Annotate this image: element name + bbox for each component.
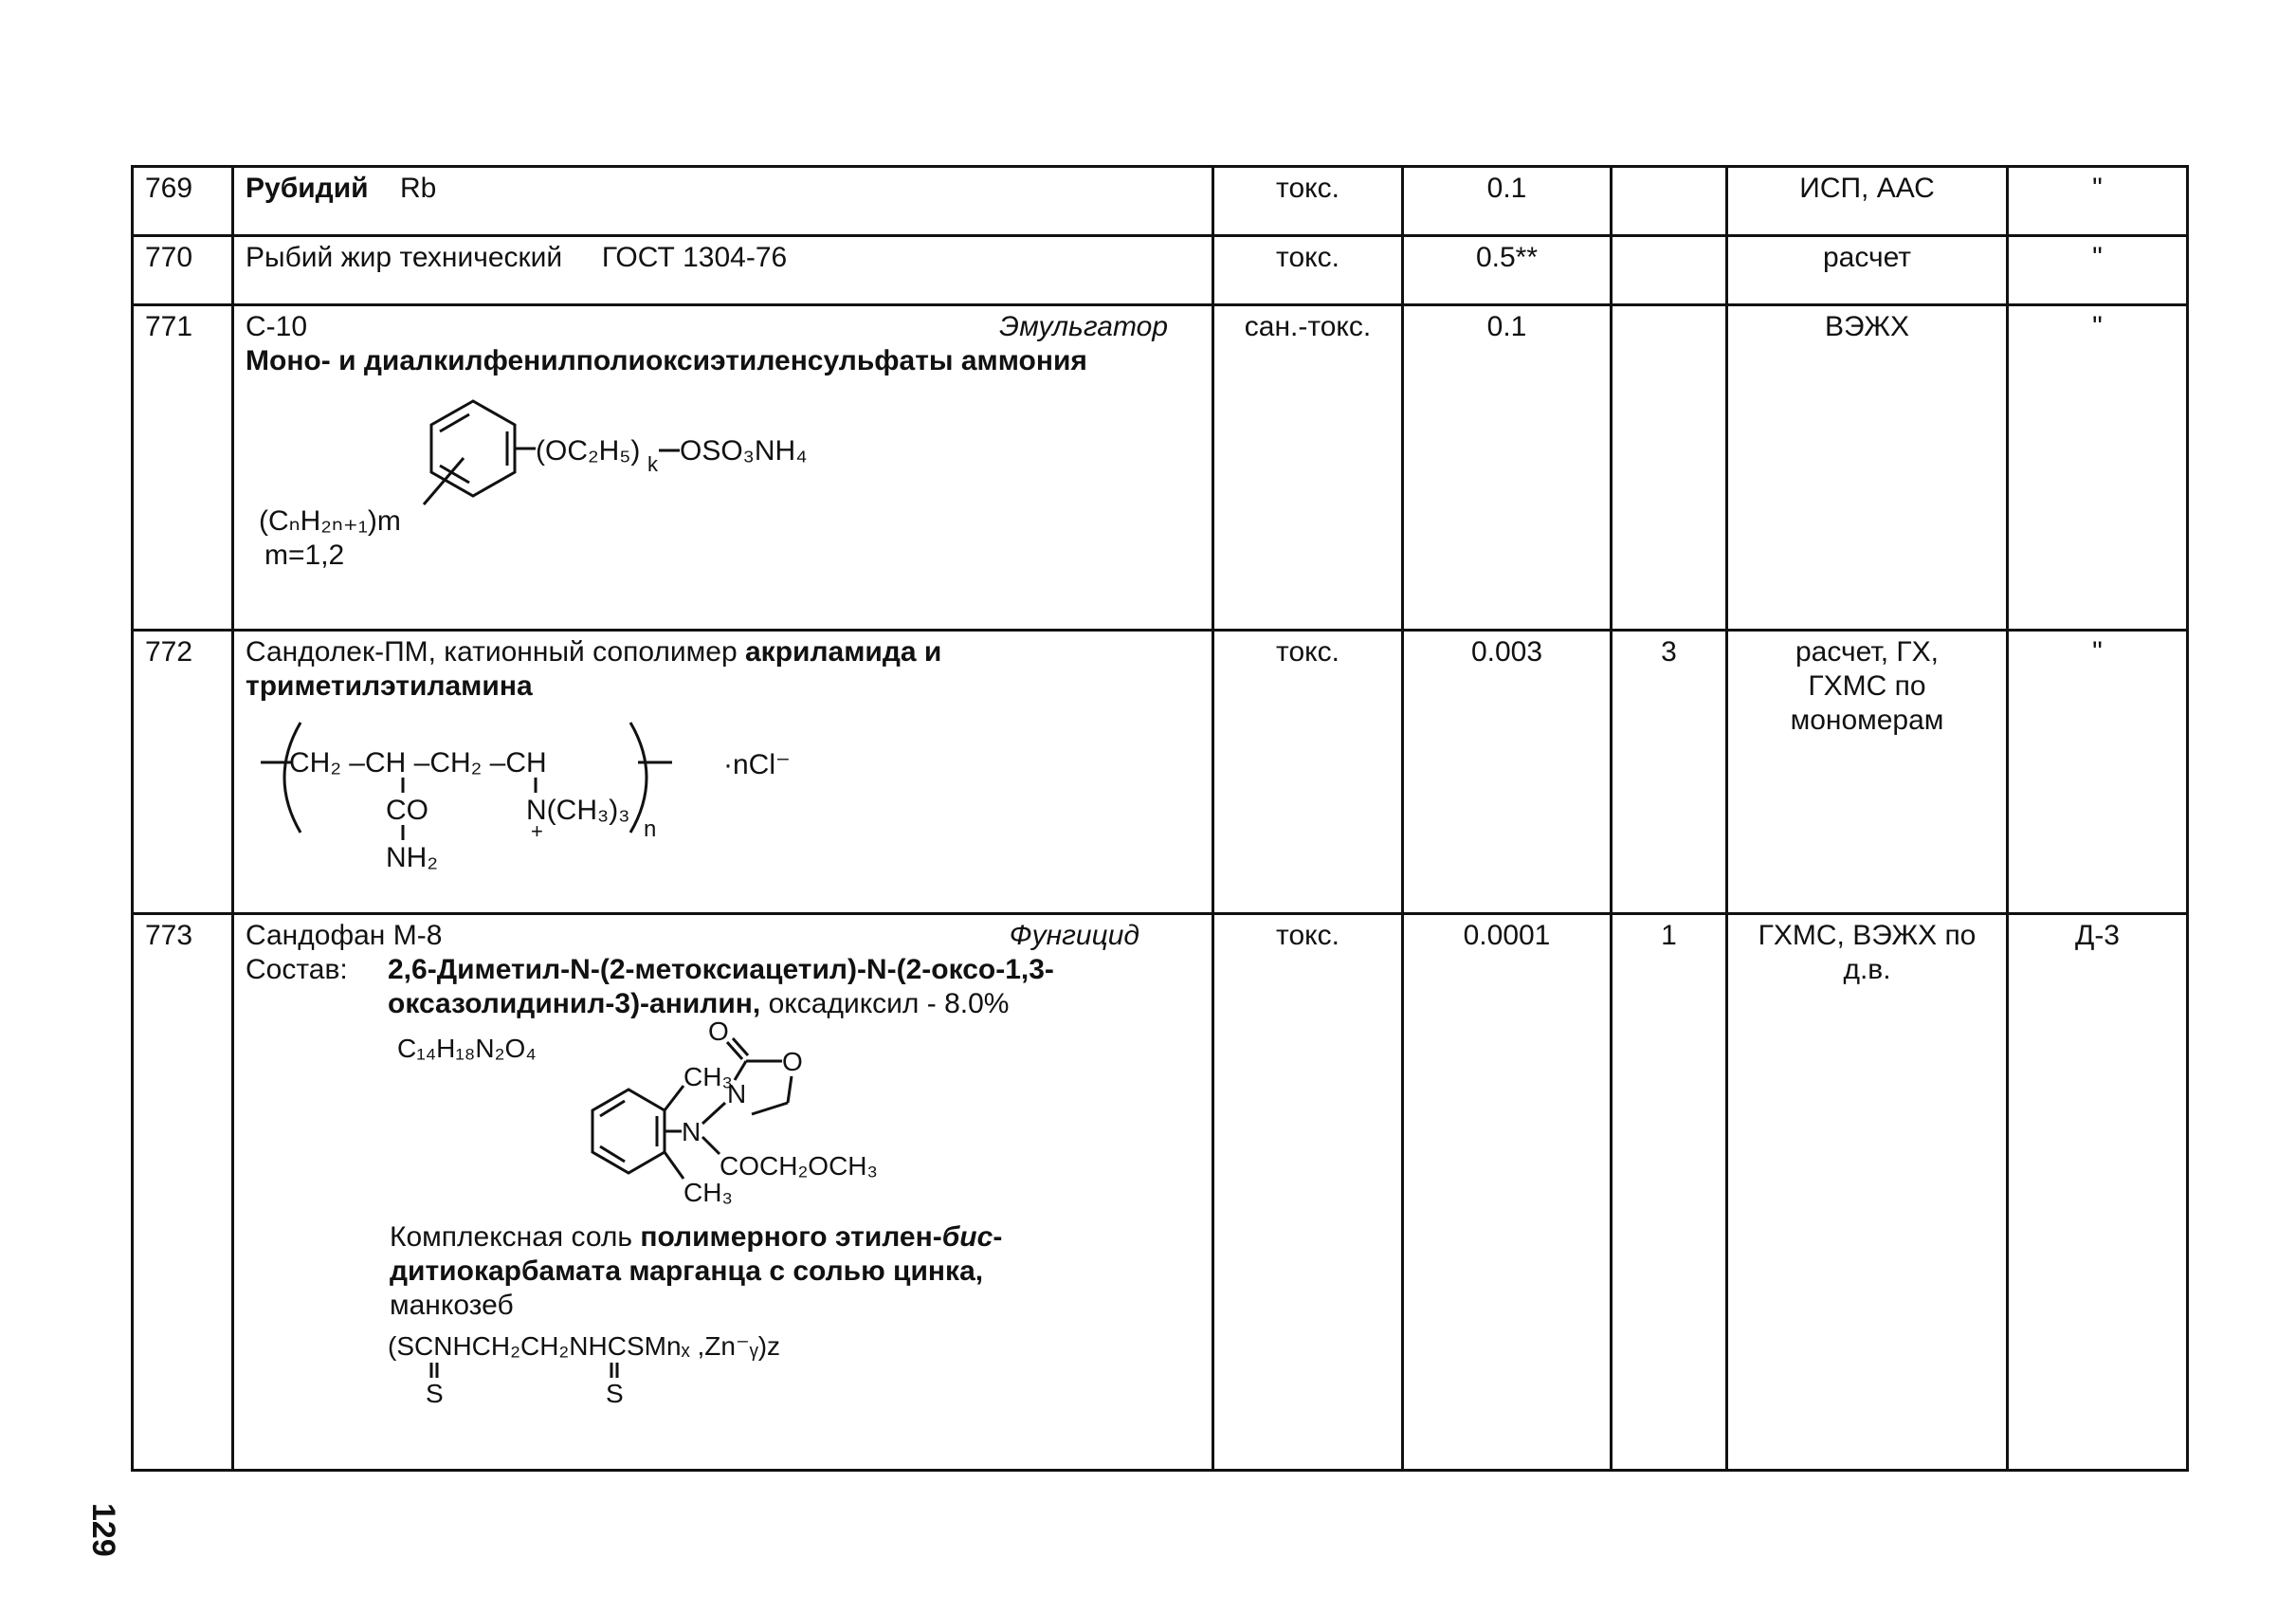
ditto-note: " <box>2008 631 2188 914</box>
table-row <box>133 305 2188 631</box>
amine-n: N <box>682 1117 702 1146</box>
substance-title-line <box>246 310 1200 344</box>
concentration-value: 0.5** <box>1403 236 1612 305</box>
hazard-class <box>1612 236 1727 305</box>
ch3-top: CH₃ <box>683 1062 733 1091</box>
composition-component-2: Комплексная соль <box>390 1221 633 1253</box>
formula-end: OSO₃NH₄ <box>680 435 808 467</box>
hazard-type: токс. <box>1213 236 1403 305</box>
formula-1: C₁₄H₁₈N₂O₄ <box>397 1034 537 1063</box>
structural-formula <box>246 378 909 571</box>
structural-formula-mancozeb <box>246 1323 909 1408</box>
concentration-value: 0.0001 <box>1403 914 1612 1471</box>
ditto-note: " <box>2008 305 2188 631</box>
row-number: 772 <box>133 631 233 914</box>
hygiene-standards-table <box>131 165 2189 1472</box>
ditto-note: " <box>2008 236 2188 305</box>
hazard-class <box>1612 305 1727 631</box>
substance-symbol: Rb <box>399 173 437 204</box>
hazard-type: токс. <box>1213 914 1403 1471</box>
concentration-value: 0.1 <box>1403 305 1612 631</box>
structural-formula <box>246 704 909 884</box>
table-row <box>133 631 2188 914</box>
table-row <box>133 236 2188 305</box>
formula-n: N(CH₃)₃ <box>526 795 630 826</box>
structural-formula-oxadixyl <box>246 1017 909 1220</box>
substance-use: Фунгицид <box>1009 920 1139 951</box>
composition-component-1-trade: оксадиксил - 8.0% <box>768 988 1010 1019</box>
ch3-bottom: CH₃ <box>683 1178 733 1207</box>
formula-2-s2: S <box>606 1379 624 1408</box>
substance-cell <box>233 631 1213 914</box>
note-code: Д-3 <box>2008 914 2188 1471</box>
analysis-method: ГХМС, ВЭЖХ по д.в. <box>1727 914 2008 1471</box>
hazard-class: 3 <box>1612 631 1727 914</box>
substance-cell <box>233 305 1213 631</box>
hazard-type: токс. <box>1213 631 1403 914</box>
row-number: 773 <box>133 914 233 1471</box>
substance-name: Сандолек-ПМ, катионный сополимер <box>246 636 738 668</box>
formula-m: m=1,2 <box>264 540 345 571</box>
carbonyl-o: O <box>708 1017 729 1046</box>
composition-label: Состав: <box>246 954 348 985</box>
formula-co: CO <box>386 795 428 826</box>
analysis-method: ВЭЖХ <box>1727 305 2008 631</box>
substance-name: С-10 <box>246 311 308 342</box>
composition-component-2-trade: манкозеб <box>390 1290 514 1321</box>
chemical-name: акриламида и триметилэтиламина <box>246 636 942 702</box>
analysis-method: ИСП, ААС <box>1727 167 2008 236</box>
formula-nh2: NH₂ <box>386 842 438 873</box>
substance-cell: Сандофан М-8 Фунгицид Состав: 2,6-Диметил-N-(2-метоксиацетил)-N-(2-оксо-1,3-оксазолидинил-3)-анилин, оксадиксил - 8.0% C₁₄H₁₈N₂O₄ CH₃ CH₃ N COCH₂OCH₃ N O O Комплексная соль полимерного этилен-бис-дитиокарбамата марганца с солью цинка, манкозеб (SCNHCH₂CH₂NHCSMnₓ ,Zn⁻ᵧ)z S S <box>233 914 1213 1471</box>
ring-o: O <box>782 1047 803 1076</box>
formula-plus: + <box>531 819 543 843</box>
hazard-class <box>1612 167 1727 236</box>
table-row <box>133 914 2188 1471</box>
substance-name: Сандофан М-8 <box>246 920 443 951</box>
row-number: 771 <box>133 305 233 631</box>
concentration-value: 0.003 <box>1403 631 1612 914</box>
substance-name: Рубидий <box>246 173 369 204</box>
chemical-name: Моно- и диалкилфенилполиоксиэтиленсульфаты аммония <box>246 345 1087 376</box>
benzene-ring <box>592 1090 665 1173</box>
formula-salt: ·nCl⁻ <box>723 749 791 780</box>
hazard-type: сан.-токс. <box>1213 305 1403 631</box>
page-number: 129 <box>85 1503 121 1557</box>
side-chain: COCH₂OCH₃ <box>720 1151 878 1181</box>
formula-k: k <box>647 452 658 476</box>
row-number: 769 <box>133 167 233 236</box>
substance-use: Эмульгатор <box>999 311 1168 342</box>
substance-cell <box>233 236 1213 305</box>
composition-component-1: 2,6-Диметил-N-(2-метоксиацетил)-N-(2-оксо-1,3-оксазолидинил-3)-анилин, <box>388 954 1054 1019</box>
substance-cell <box>233 167 1213 236</box>
analysis-method: расчет, ГХ, ГХМС по мономерам <box>1727 631 2008 914</box>
formula-subscript: n <box>644 816 657 842</box>
row-number: 770 <box>133 236 233 305</box>
concentration-value: 0.1 <box>1403 167 1612 236</box>
formula-2-s1: S <box>426 1379 444 1408</box>
formula-alkyl: (CₙH₂ₙ₊₁)m <box>259 505 401 537</box>
ditto-note: " <box>2008 167 2188 236</box>
formula-2: (SCNHCH₂CH₂NHCSMnₓ ,Zn⁻ᵧ)z <box>388 1331 781 1361</box>
analysis-method: расчет <box>1727 236 2008 305</box>
gost-reference: ГОСТ 1304-76 <box>601 242 788 273</box>
table-row <box>133 167 2188 236</box>
hazard-class: 1 <box>1612 914 1727 1471</box>
substance-title-line <box>246 919 1200 953</box>
substance-name: Рыбий жир технический <box>246 242 563 273</box>
oxazolidine-n: N <box>727 1079 747 1108</box>
hazard-type: токс. <box>1213 167 1403 236</box>
formula-chain: (OC₂H₅) <box>536 435 641 467</box>
formula-backbone: CH₂ –CH –CH₂ –CH <box>289 747 547 779</box>
